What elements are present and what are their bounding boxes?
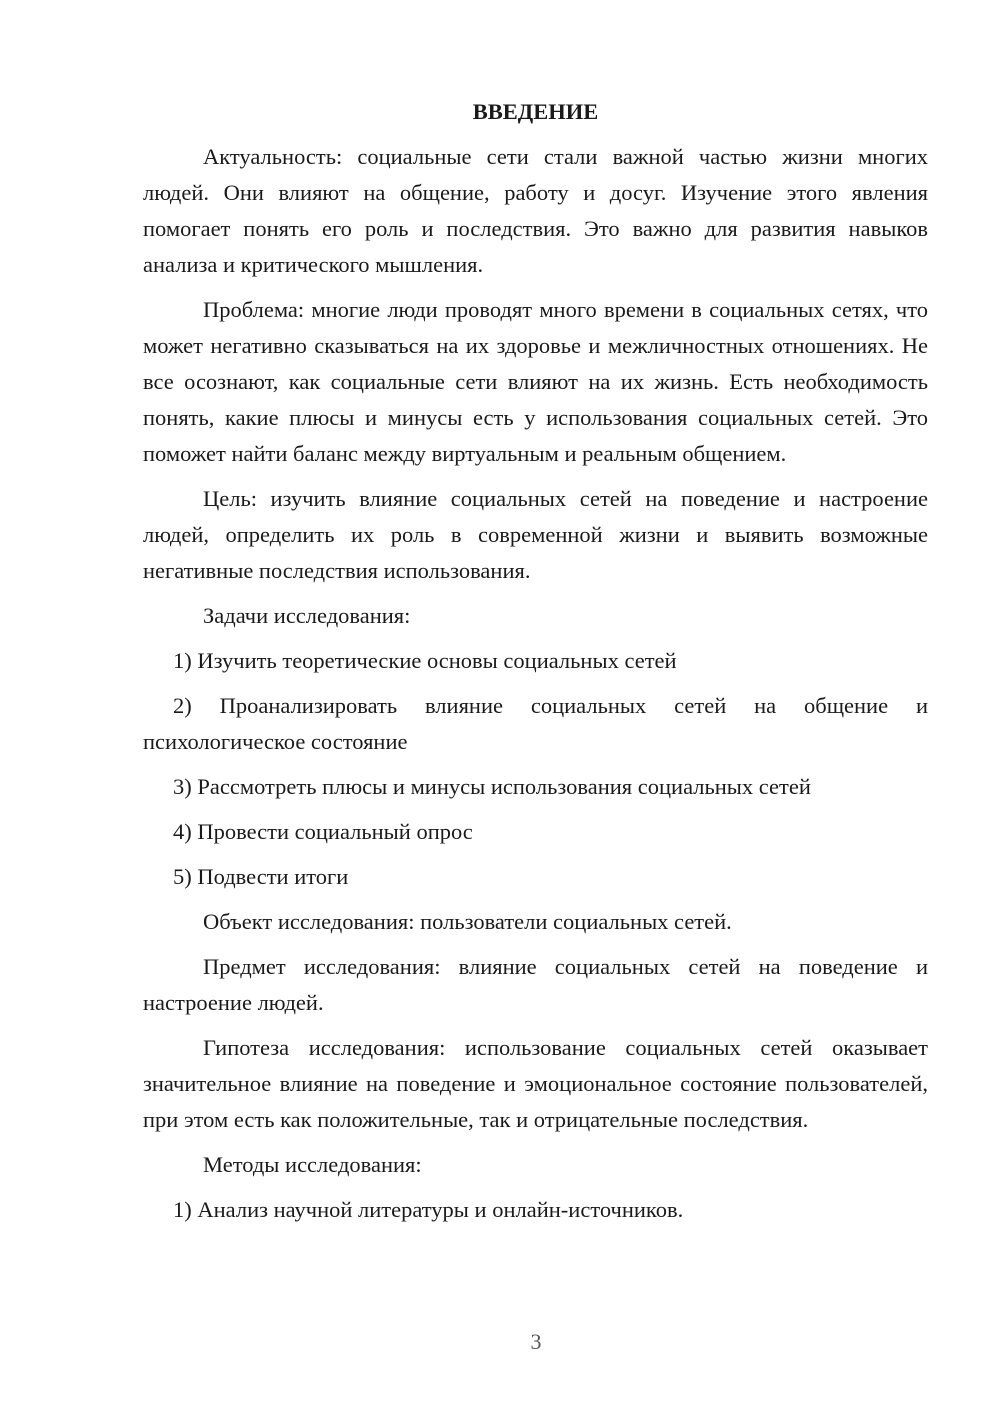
- section-title: ВВЕДЕНИЕ: [472, 99, 599, 124]
- page-number: 3: [530, 1329, 542, 1354]
- list-item: 1) Анализ научной литературы и онлайн-источников.: [173, 1197, 684, 1222]
- paragraph-subject: Предмет исследования: влияние социальных сетей на поведение и настроение людей.: [143, 954, 928, 1015]
- paragraph-problem: Проблема: многие люди проводят много времени в социальных сетях, что может негативно сказываться на их здоровье и межличностных отношениях. Не все осознают, как социальные сети влияют на их жизнь. Есть необходимость понять, какие плюсы и минусы есть у использования социальных сетей. Это поможет найти баланс между виртуальным и реальным общением.: [143, 297, 928, 466]
- page-body: [143, 94, 928, 1237]
- tasks-heading: Задачи исследования:: [203, 603, 411, 628]
- paragraph-object: Объект исследования: пользователи социальных сетей.: [203, 909, 732, 934]
- tasks-list: [143, 643, 928, 895]
- methods-heading: Методы исследования:: [203, 1152, 422, 1177]
- list-item: 5) Подвести итоги: [173, 864, 349, 889]
- list-item: 2) Проанализировать влияние социальных сетей на общение и психологическое состояние: [143, 693, 928, 754]
- list-item: 3) Рассмотреть плюсы и минусы использования социальных сетей: [173, 774, 811, 799]
- methods-list: [143, 1192, 928, 1228]
- list-item: 4) Провести социальный опрос: [173, 819, 473, 844]
- list-item: 1) Изучить теоретические основы социальных сетей: [173, 648, 677, 673]
- paragraph-hypothesis: Гипотеза исследования: использование социальных сетей оказывает значительное влияние на поведение и эмоциональное состояние пользователей, при этом есть как положительные, так и отрицательные последствия.: [143, 1035, 928, 1132]
- paragraph-relevance: Актуальность: социальные сети стали важной частью жизни многих людей. Они влияют на общение, работу и досуг. Изучение этого явления помогает понять его роль и последствия. Это важно для развития навыков анализа и критического мышления.: [143, 144, 928, 277]
- paragraph-goal: Цель: изучить влияние социальных сетей на поведение и настроение людей, определить их роль в современной жизни и выявить возможные негативные последствия использования.: [143, 486, 928, 583]
